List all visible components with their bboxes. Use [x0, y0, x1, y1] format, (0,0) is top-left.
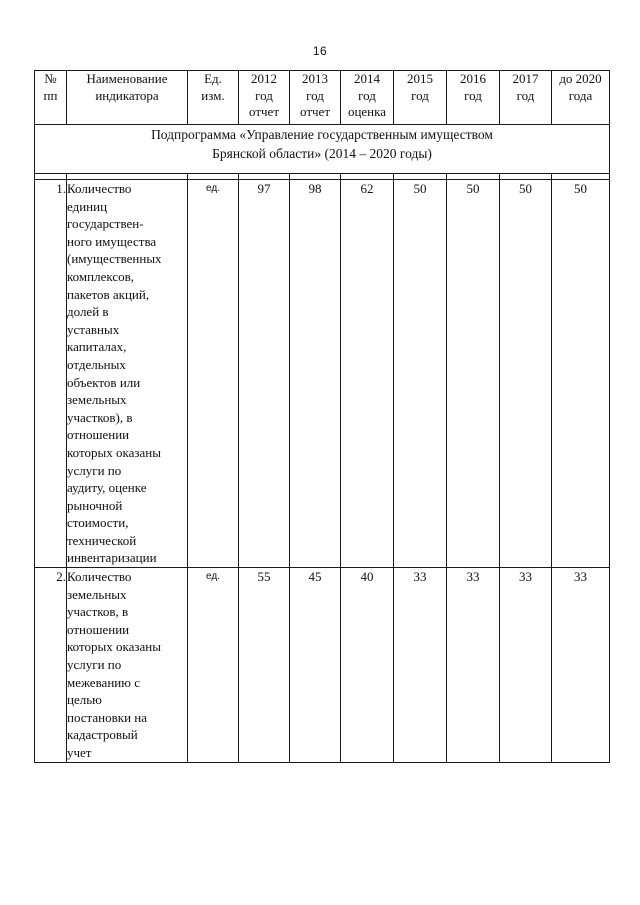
- header-name-line: Наименование: [86, 71, 168, 86]
- indicator-name-line: стоимости,: [67, 515, 129, 531]
- indicator-name-line: кадастровый: [67, 727, 138, 743]
- indicator-name-line: объектов или: [67, 374, 141, 390]
- page-number: 16: [312, 44, 328, 58]
- unit-cell: ед.: [188, 180, 239, 568]
- indicator-name-line: рыночной: [67, 497, 123, 513]
- header-2015-line: 2015: [407, 71, 433, 86]
- indicator-name-line: участков, в: [67, 604, 129, 620]
- row-number: 2.: [35, 568, 67, 763]
- indicator-name-line: пакетов акций,: [67, 286, 150, 302]
- value-2020: 50: [552, 180, 610, 568]
- value-2017: 33: [500, 568, 552, 763]
- indicator-name-line: межеванию с: [67, 674, 140, 690]
- header-2016-line: 2016: [460, 71, 486, 86]
- value-2015: 33: [394, 568, 447, 763]
- indicator-name-line: целью: [67, 692, 102, 708]
- header-2020-line: года: [568, 87, 593, 103]
- header-unit-line: изм.: [201, 87, 225, 103]
- row-number: 1.: [35, 180, 67, 568]
- header-2014-line: 2014: [354, 71, 380, 86]
- value-2015: 50: [394, 180, 447, 568]
- indicator-name-line: ного имущества: [67, 233, 157, 249]
- header-2017: [500, 71, 552, 125]
- header-2015: [394, 71, 447, 125]
- indicator-name-line: Количество: [67, 569, 132, 585]
- header-2013: [290, 71, 341, 125]
- header-2013-line: 2013: [302, 71, 328, 86]
- header-num-line: №: [44, 71, 57, 86]
- indicator-name-line: земельных: [67, 392, 127, 408]
- indicator-name-line: отношении: [67, 427, 130, 443]
- value-2012: 97: [239, 180, 290, 568]
- value-2013: 98: [290, 180, 341, 568]
- indicator-name-line: долей в: [67, 304, 109, 320]
- indicator-name: [67, 180, 188, 568]
- header-2014: [341, 71, 394, 125]
- indicator-name-line: инвентаризации: [67, 550, 157, 566]
- value-2020: 33: [552, 568, 610, 763]
- indicator-name-line: капиталах,: [67, 339, 127, 355]
- indicator-name-line: технической: [67, 532, 137, 548]
- unit-cell: ед.: [188, 568, 239, 763]
- header-num: [35, 71, 67, 125]
- header-2016: [447, 71, 500, 125]
- header-2020: [552, 71, 610, 125]
- header-2016-line: год: [464, 87, 482, 103]
- indicator-name-line: услуги по: [67, 462, 122, 478]
- indicator-name-line: услуги по: [67, 657, 122, 673]
- indicator-name-line: государствен-: [67, 216, 144, 232]
- value-2014: 40: [341, 568, 394, 763]
- indicator-name-line: которых оказаны: [67, 444, 161, 460]
- header-2014-line: год: [358, 87, 376, 103]
- indicator-name-line: постановки на: [67, 709, 148, 725]
- indicators-table: [34, 70, 610, 763]
- header-2017-line: год: [516, 87, 535, 103]
- header-unit-line: Ед.: [204, 71, 222, 86]
- value-2013: 45: [290, 568, 341, 763]
- header-2014-line: оценка: [347, 104, 387, 119]
- indicator-name-line: Количество: [67, 181, 132, 196]
- indicator-name-line: отдельных: [67, 356, 126, 372]
- value-2014: 62: [341, 180, 394, 568]
- table-row: [35, 180, 610, 568]
- subprogram-title: [35, 125, 610, 174]
- header-2013-line: отчет: [300, 104, 330, 119]
- value-2012: 55: [239, 568, 290, 763]
- indicator-name-line: учет: [67, 745, 92, 760]
- indicator-name-line: комплексов,: [67, 268, 134, 284]
- subprogram-title-line: Подпрограмма «Управление государственным имуществом: [151, 127, 493, 142]
- indicator-name-line: участков), в: [67, 409, 133, 425]
- indicator-name-line: земельных: [67, 586, 127, 602]
- indicator-name-line: отношении: [67, 621, 130, 637]
- header-name: [67, 71, 188, 125]
- header-2020-line: до 2020: [559, 71, 602, 86]
- header-unit: [188, 71, 239, 125]
- header-name-line: индикатора: [95, 87, 159, 103]
- header-num-line: пп: [43, 87, 58, 103]
- indicator-name-line: уставных: [67, 321, 120, 337]
- indicator-name-line: (имущественных: [67, 251, 162, 267]
- indicator-name-line: единиц: [67, 198, 108, 214]
- subprogram-title-line: Брянской области» (2014 – 2020 годы): [212, 146, 432, 161]
- header-2012: [239, 71, 290, 125]
- header-2017-line: 2017: [512, 71, 539, 86]
- header-2013-line: год: [306, 87, 324, 103]
- subprogram-row: [35, 125, 610, 174]
- value-2016: 33: [447, 568, 500, 763]
- indicator-name: [67, 568, 188, 763]
- header-row: [35, 71, 610, 125]
- header-2012-line: отчет: [249, 104, 279, 119]
- value-2016: 50: [447, 180, 500, 568]
- header-2012-line: год: [255, 87, 273, 103]
- value-2017: 50: [500, 180, 552, 568]
- indicator-name-line: которых оказаны: [67, 639, 161, 655]
- header-2015-line: год: [411, 87, 429, 103]
- header-2012-line: 2012: [251, 71, 277, 86]
- indicator-name-line: аудиту, оценке: [67, 480, 147, 496]
- table-row: [35, 568, 610, 763]
